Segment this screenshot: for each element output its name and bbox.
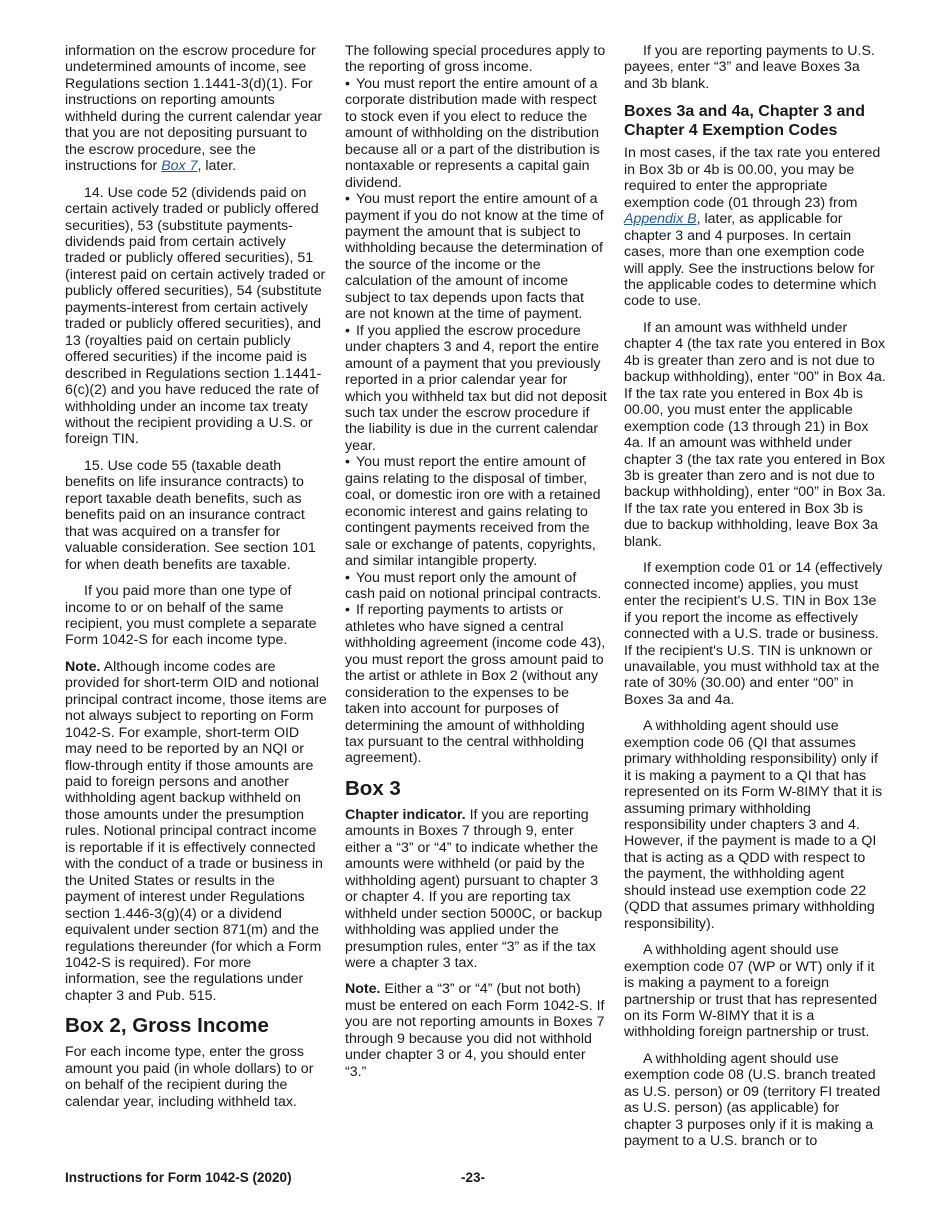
exemption-codes-heading: Boxes 3a and 4a, Chapter 3 and Chapter 4 Exemption Codes — [624, 103, 865, 140]
item-14-paragraph: 14. Use code 52 (dividends paid on certain actively traded or publicly offered securities), 53 (substitute payments-dividends paid from certain actively traded or publicly offered securities), 51 (interest paid on certain actively traded or publicly offered securities), 54 (substitute payments-interest from certain actively traded or publicly offered securities), and 13 (royalties paid on certain publicly offered securities) if the income paid is described in Regulations section 1.1441-6(c)(2) and you have reduced the rate of withholding under an income tax treaty without the recipient providing a U.S. or foreign TIN. — [65, 184, 326, 448]
bullet-item: • If reporting payments to artists or athletes who have signed a central withholding agreement (income code 43), you must report the gross amount paid to the artist or athlete in Box 2 (without any consideration to the expenses to be taken into account for purposes of determining the amount of withholding tax pursuant to the central withholding agreement). — [345, 602, 607, 767]
bullet-item: • You must report only the amount of cash paid on notional principal contracts. — [345, 570, 607, 603]
exemption-intro-paragraph: In most cases, if the tax rate you entered in Box 3b or 4b is 00.00, you may be required to enter the appropriate exemption code (01 through 23) from Appendix B, later, as applicable for chapter 3 and 4 purposes. In certain cases, more than one exemption code will apply. See the instructions below for the applicable codes to determine which code to use. — [624, 145, 881, 310]
column-2 — [345, 43, 607, 1090]
us-payees-paragraph: If you are reporting payments to U.S. payees, enter “3” and leave Boxes 3a and 3b blank. — [624, 43, 875, 92]
escrow-paragraph: information on the escrow procedure for undetermined amounts of income, see Regulations section 1.1441-3(d)(1). For instructions on reporting amounts withheld during the current calendar year that you are not depositing pursuant to the escrow procedure, see the instructions for Box 7, later. — [65, 43, 323, 175]
page-number: -23- — [461, 1170, 486, 1185]
bullet-item: • You must report the entire amount of gains relating to the disposal of timber, coal, or domestic iron ore with a retained economic interest and gains relating to contingent payments received from the sale or exchange of patents, copyrights, and similar intangible property. — [345, 454, 607, 569]
note-label: Note. — [345, 981, 381, 998]
column-3 — [624, 43, 887, 1160]
box-2-heading: Box 2, Gross Income — [65, 1014, 269, 1038]
chapter-indicator-label: Chapter indicator. — [345, 806, 466, 823]
note-paragraph: Note. Although income codes are provided for short-term OID and notional principal contract income, those items are not always subject to reporting on Form 1042-S. For example, short-term OID may need to be reported by an NQI or flow-through entity if those amounts are paid to foreign persons and another withholding agent backup withheld on those amounts under the presumption rules. Notional principal contract income is reportable if it is effectively connected with the conduct of a trade or business in the United States or results in the payment of interest under Regulations section 1.446-3(g)(4) or a dividend equivalent under section 871(m) and the regulations thereunder (for which a Form 1042-S is required). For more information, see the regulations under chapter 3 and Pub. 515. — [65, 658, 327, 1004]
exemption-01-14-paragraph: If exemption code 01 or 14 (effectively connected income) applies, you must enter the recipient's U.S. TIN in Box 13e if you report the income as effectively connected with a U.S. trade or business. If the recipient's U.S. TIN is unknown or unavailable, you must withhold tax at the rate of 30% (30.00) and enter “00” in Boxes 3a and 4a. — [624, 560, 883, 708]
bullet-item: • You must report the entire amount of a corporate distribution made with respect to stock even if you elect to reduce the amount of withholding on the distribution because all or a part of the distribution is nontaxable or represents a capital gain dividend. — [345, 76, 607, 191]
chapter-indicator-paragraph: Chapter indicator. If you are reporting amounts in Boxes 7 through 9, enter either a “3” or “4” to indicate whether the amounts were withheld (or paid by the withholding agent) pursuant to chapter 3 or chapter 4. If you are reporting tax withheld under section 5000C, or backup withholding was applied under the presumption rules, enter “3” as if the tax were a chapter 3 tax. — [345, 806, 603, 972]
footer-form-title: Instructions for Form 1042-S (2020) — [65, 1170, 292, 1185]
note-label: Note. — [65, 658, 101, 675]
multiple-income-paragraph: If you paid more than one type of income to or on behalf of the same recipient, you must complete a separate Form 1042-S for each income type. — [65, 583, 317, 649]
appendix-b-link[interactable]: Appendix B — [624, 211, 697, 228]
column-1 — [65, 43, 328, 1120]
exemption-06-paragraph: A withholding agent should use exemption code 06 (QI that assumes primary withholding responsibility) only if it is making a payment to a QI that has represented on its Form W-8IMY that it is assuming primary withholding responsibility under chapters 3 and 4. However, if the payment is made to a QI that is acting as a QDD with respect to the payment, the withholding agent should instead use exemption code 22 (QDD that assumes primary withholding responsibility). — [624, 718, 883, 932]
box-3-heading: Box 3 — [345, 776, 401, 800]
withheld-chapter-4-paragraph: If an amount was withheld under chapter 4 (the tax rate you entered in Box 4b is greater than zero and is not due to backup withholding), enter “00” in Box 4a. If the tax rate you entered in Box 4b is 00.00, you must enter the applicable exemption code (13 through 21) in Box 4a. If an amount was withheld under chapter 3 (the tax rate you entered in Box 3b is greater than zero and is not due to backup withholding), enter “00” in Box 3a. If the tax rate you entered in Box 3b is due to backup withholding, leave Box 3a blank. — [624, 319, 886, 550]
box-2-paragraph: For each income type, enter the gross amount you paid (in whole dollars) to or on behalf of the recipient during the calendar year, including withheld tax. — [65, 1044, 314, 1110]
exemption-08-09-paragraph: A withholding agent should use exemption code 08 (U.S. branch treated as U.S. person) or 09 (territory FI treated as U.S. person) (as applicable) for chapter 3 purposes only if it is making a payment to a U.S. branch or to — [624, 1050, 881, 1150]
bullet-item: • You must report the entire amount of a payment if you do not know at the time of payment the amount that is subject to withholding because the determination of the source of the income or the calculation of the amount of income subject to tax depends upon facts that are not known at the time of payment. — [345, 191, 607, 323]
box-3-note-paragraph: Note. Either a “3” or “4” (but not both) must be entered on each Form 1042-S. If you are not reporting amounts in Boxes 7 through 9 because you did not withhold under chapter 3 or 4, you should enter “3.” — [345, 981, 605, 1080]
bullet-item: • If you applied the escrow procedure under chapters 3 and 4, report the entire amount of a payment that you previously reported in a prior calendar year for which you withheld tax but did not deposit such tax under the escrow procedure if the liability is due in the current calendar year. — [345, 323, 607, 455]
exemption-07-paragraph: A withholding agent should use exemption code 07 (WP or WT) only if it is making a payment to a foreign partnership or trust that has represented on its Form W-8IMY that it is a withholding foreign partnership or trust. — [624, 942, 878, 1041]
special-procedures-intro: The following special procedures apply to the reporting of gross income. — [345, 43, 606, 76]
item-15-paragraph: 15. Use code 55 (taxable death benefits on life insurance contracts) to report taxable death benefits, such as benefits paid on an insurance contract that was acquired on a transfer for valuable consideration. See section 101 for when death benefits are taxable. — [65, 457, 316, 573]
box-7-link[interactable]: Box 7 — [161, 158, 198, 175]
